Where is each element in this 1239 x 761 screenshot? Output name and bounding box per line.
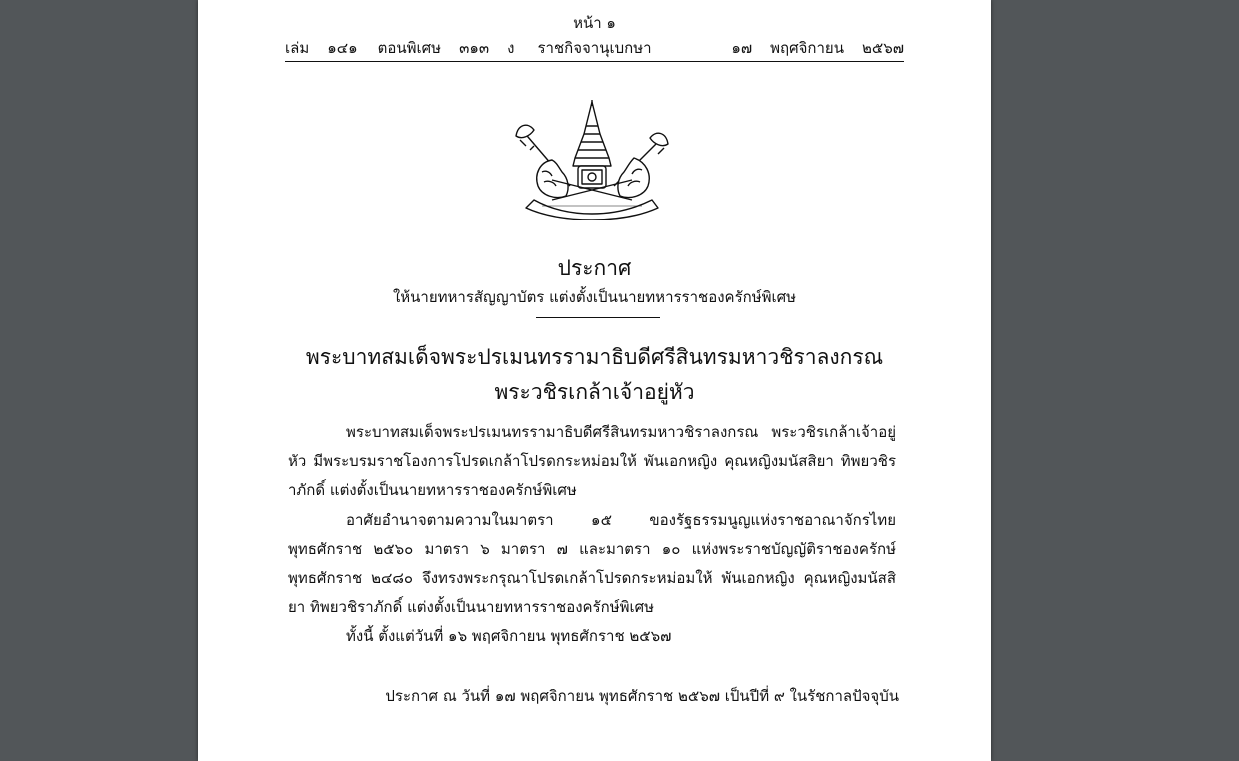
publication-name: ราชกิจจานุเบกษา bbox=[537, 39, 652, 57]
page-number: หน้า ๑ bbox=[573, 14, 616, 32]
gazette-header bbox=[285, 36, 904, 60]
header-divider bbox=[285, 61, 904, 62]
section-label: ตอนพิเศษ bbox=[377, 39, 442, 57]
title-divider bbox=[536, 317, 660, 318]
body-paragraph-1: พระบาทสมเด็จพระปรเมนทรรามาธิบดีศรีสินทรมหาวชิราลงกรณ พระวชิรเกล้าเจ้าอยู่หัว มีพระบรมราชโองการโปรดเกล้าโปรดกระหม่อมให้ พันเอกหญิง คุณหญิงมนัสสิยา ทิพยวชิราภักดิ์ แต่งตั้งเป็นนายทหารราชองครักษ์พิเศษ bbox=[288, 423, 896, 500]
announcement-title: ประกาศ bbox=[557, 256, 632, 280]
garuda-royal-emblem-icon bbox=[512, 100, 672, 220]
section-letter: ง bbox=[507, 39, 515, 57]
king-name-line2: พระวชิรเกล้าเจ้าอยู่หัว bbox=[494, 380, 695, 404]
section-number: ๓๑๓ bbox=[459, 39, 490, 57]
header-volume-section bbox=[285, 36, 514, 60]
volume-number: ๑๔๑ bbox=[327, 39, 358, 57]
body-paragraph-3: ทั้งนี้ ตั้งแต่วันที่ ๑๖ พฤศจิกายน พุทธศักราช ๒๕๖๗ bbox=[346, 627, 672, 646]
announcement-subtitle: ให้นายทหารสัญญาบัตร แต่งตั้งเป็นนายทหารราชองครักษ์พิเศษ bbox=[392, 288, 797, 306]
header-date bbox=[731, 36, 904, 60]
king-name-line1: พระบาทสมเด็จพระปรเมนทรรามาธิบดีศรีสินทรมหาวชิราลงกรณ bbox=[305, 345, 884, 369]
volume-label: เล่ม bbox=[285, 39, 310, 57]
header-date-day: ๑๗ bbox=[731, 39, 753, 57]
document-page bbox=[198, 0, 991, 761]
header-date-month: พฤศจิกายน bbox=[770, 39, 844, 57]
announcement-body bbox=[288, 418, 896, 652]
body-paragraph-2: อาศัยอำนาจตามความในมาตรา ๑๕ ของรัฐธรรมนูญแห่งราชอาณาจักรไทย พุทธศักราช ๒๕๖๐ มาตรา ๖ มาตรา ๗ และมาตรา ๑๐ แห่งพระราชบัญญัติราชองครักษ์ พุทธศักราช ๒๔๘๐ จึงทรงพระกรุณาโปรดเกล้าโปรดกระหม่อมให้ พันเอกหญิง คุณหญิงมนัสสิยา ทิพยวชิราภักดิ์ แต่งตั้งเป็นนายทหารราชองครักษ์พิเศษ bbox=[288, 510, 896, 617]
header-date-year: ๒๕๖๗ bbox=[861, 39, 904, 57]
closing-date-line: ประกาศ ณ วันที่ ๑๗ พฤศจิกายน พุทธศักราช ๒๕๖๗ เป็นปีที่ ๙ ในรัชกาลปัจจุบัน bbox=[385, 687, 899, 705]
king-name bbox=[198, 340, 991, 410]
